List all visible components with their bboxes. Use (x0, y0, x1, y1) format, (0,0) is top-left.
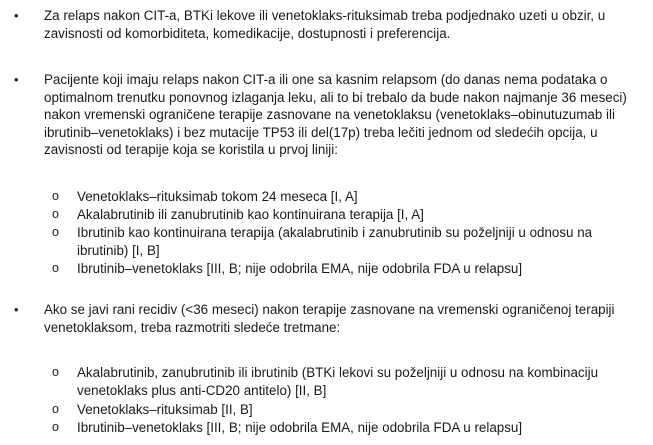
sub-marker: o (52, 189, 59, 203)
bullet-item-3 (14, 301, 644, 336)
sub-item (52, 224, 644, 259)
bullet-text: Pacijente koji imaju relaps nakon CIT-a ili one sa kasnim relapsom (do danas nema podataka o optimalnom trenutku ponovnog izlaganja leku, ali to bi trebalo da bude nakon najmanje 36 meseci) nakon vremenski ograničene terapije zasnovane na venetoklaksu (venetoklaks–obinutuzumab ili ibrutinib–venetoklaks) i bez mutacije TP53 ili del(17p) treba lečiti jednom od sledećih opcija, u zavisnosti od terapije koja se koristila u prvoj liniji: (44, 72, 627, 158)
sub-item (52, 419, 644, 437)
sub-marker: o (52, 207, 59, 221)
sub-text: Ibrutinib–venetoklaks [III, B; nije odobrila EMA, nije odobrila FDA u relapsu] (77, 261, 523, 276)
bullet-marker: • (14, 302, 19, 317)
bullet-marker: • (14, 72, 19, 87)
sub-text: Akalabrutinib ili zanubrutinib kao kontinuirana terapija [I, A] (77, 207, 424, 222)
sub-text: Ibrutinib kao kontinuirana terapija (akalabrutinib i zanubrutinib su poželjniji u odnosu na ibrutinib) [I, B] (77, 225, 593, 258)
bullet-text: Ako se javi rani recidiv (<36 meseci) nakon terapije zasnovane na vremenski ograničenoj terapiji venetoklaksom, treba razmotriti sledeće tretmane: (44, 302, 615, 335)
sub-marker: o (52, 420, 59, 434)
bullet-marker: • (14, 8, 19, 23)
sub-marker: o (52, 365, 59, 379)
sub-text: Venetoklaks–rituksimab [II, B] (77, 402, 253, 417)
bullet-item-1 (14, 7, 644, 42)
sub-marker: o (52, 261, 59, 275)
sub-marker: o (52, 225, 59, 239)
sub-item (52, 188, 644, 206)
sub-item (52, 364, 644, 399)
sub-marker: o (52, 402, 59, 416)
sub-text: Venetoklaks–rituksimab tokom 24 meseca [I, A] (77, 189, 358, 204)
sub-item (52, 206, 644, 224)
sub-text: Akalabrutinib, zanubrutinib ili ibrutinib (BTKi lekovi su poželjniji u odnosu na kombinaciju venetoklaks plus anti-CD20 antitelo) [II, B] (77, 365, 599, 398)
sub-item (52, 260, 644, 278)
sub-item (52, 401, 644, 419)
bullet-text: Za relaps nakon CIT-a, BTKi lekove ili venetoklaks-rituksimab treba podjednako uzeti u obzir, u zavisnosti od komorbiditeta, komedikacije, dostupnosti i preferencija. (44, 8, 606, 41)
bullet-item-2 (14, 71, 644, 159)
sub-text: Ibrutinib–venetoklaks [III, B; nije odobrila EMA, nije odobrila FDA u relapsu] (77, 420, 523, 435)
